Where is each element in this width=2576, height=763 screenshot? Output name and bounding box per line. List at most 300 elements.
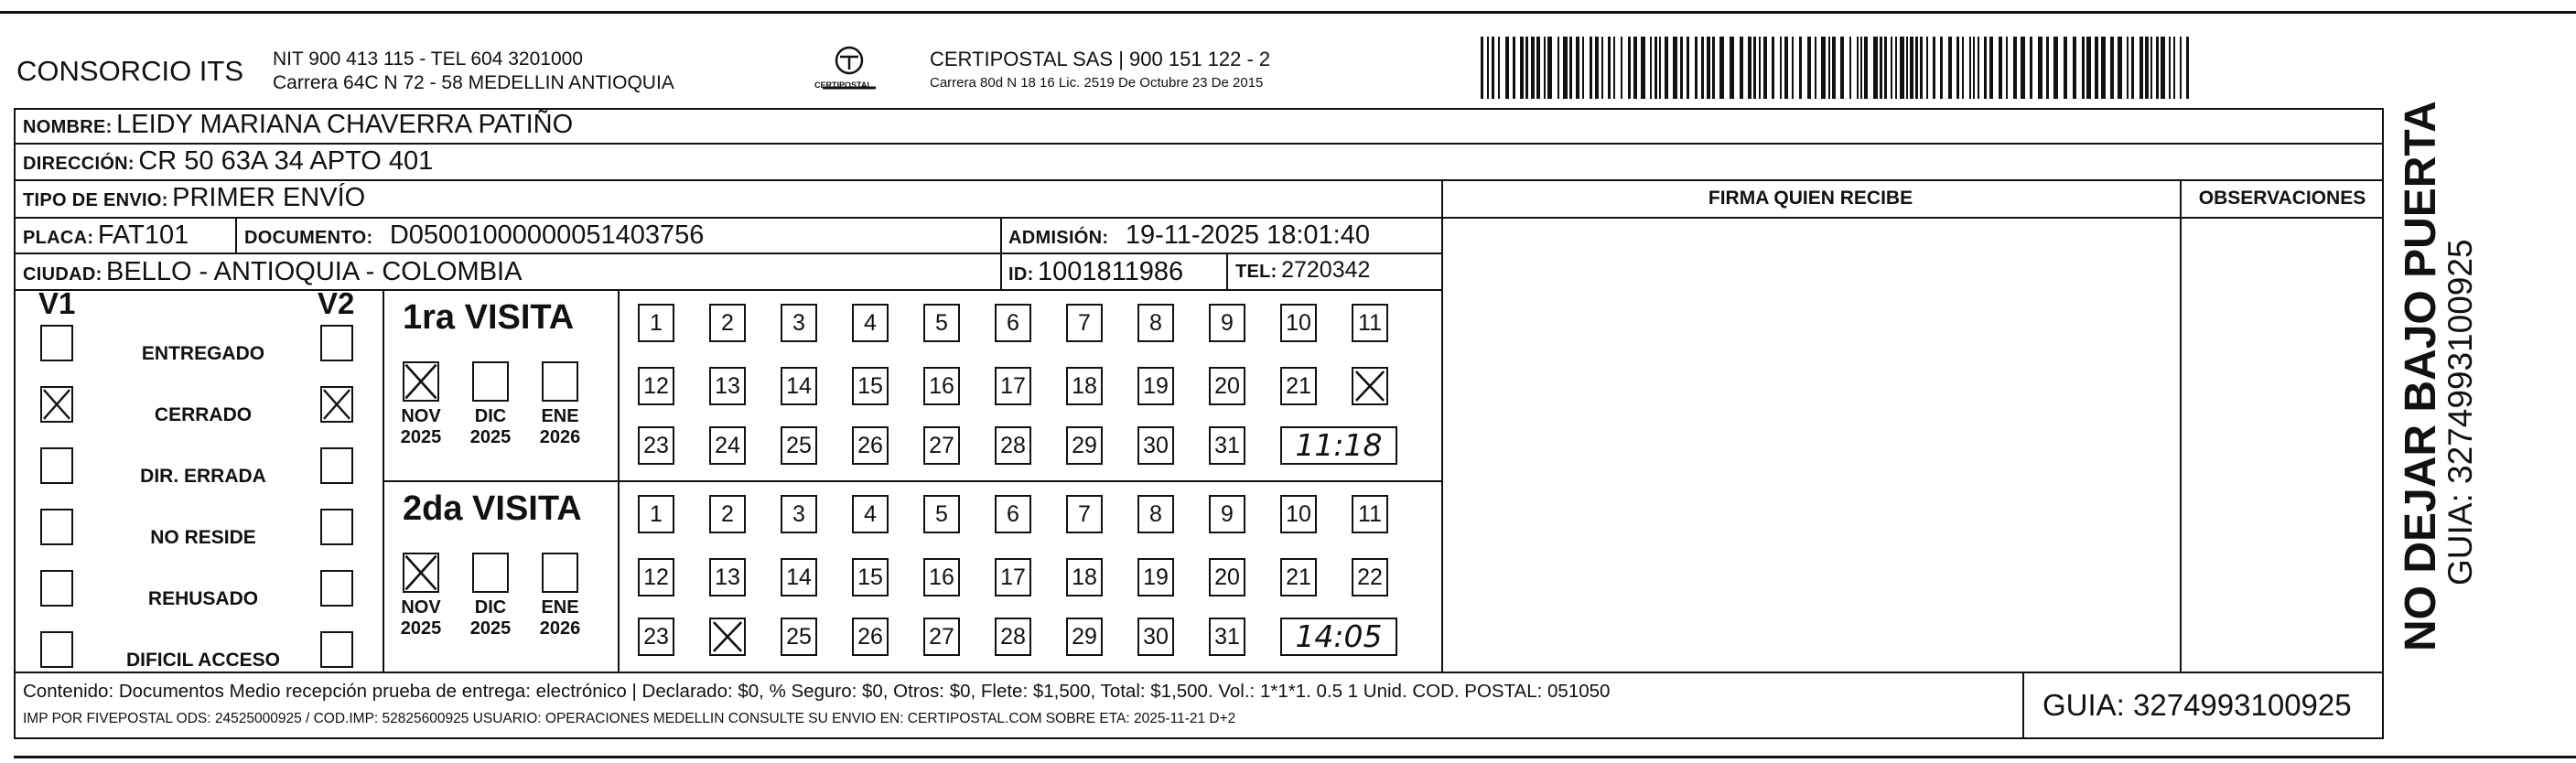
observaciones-header: OBSERVACIONES — [2198, 188, 2366, 209]
barcode-bar — [1613, 37, 1615, 99]
day-box[interactable] — [923, 618, 960, 656]
x-mark-icon — [404, 554, 437, 591]
day-number: 31 — [1214, 433, 1240, 458]
day-box[interactable] — [923, 558, 960, 596]
barcode-bar — [2150, 37, 2152, 99]
barcode-bar — [1513, 37, 1515, 99]
barcode-bar — [1525, 37, 1528, 99]
day-number: 15 — [857, 564, 883, 590]
admision-cell — [1008, 220, 1370, 251]
barcode-bar — [2110, 37, 2114, 99]
tipo-row — [23, 183, 365, 213]
col-line-obs — [2180, 179, 2182, 672]
visit-divider — [383, 480, 1441, 482]
day-box[interactable] — [781, 495, 817, 533]
barcode-bar — [2082, 37, 2085, 99]
day-number: 14 — [786, 564, 812, 590]
day-number: 27 — [929, 624, 954, 650]
day-box[interactable] — [995, 618, 1031, 656]
company-address: Carrera 64C N 72 - 58 MEDELLIN ANTIOQUIA — [273, 72, 674, 93]
month-checkbox[interactable] — [472, 361, 509, 402]
day-box[interactable] — [923, 426, 960, 465]
barcode-bar — [1505, 37, 1509, 99]
barcode-bar — [1687, 37, 1689, 99]
barcode-bar — [2038, 37, 2042, 99]
barcode-bar — [1821, 37, 1826, 99]
day-box[interactable] — [638, 367, 674, 405]
tel-value: 2720342 — [1281, 257, 1371, 283]
barcode-bar — [1962, 37, 1964, 99]
month-label: ENE — [541, 406, 579, 426]
documento-value: D05001000000051403756 — [389, 220, 705, 250]
barcode-bar — [1984, 37, 1987, 99]
day-box[interactable] — [995, 426, 1031, 465]
day-box[interactable] — [1066, 304, 1103, 342]
day-number: 29 — [1072, 624, 1097, 650]
row-line-1 — [14, 143, 2384, 145]
side-warning: NO DEJAR BAJO PUERTA — [2397, 101, 2445, 651]
day-number: 6 — [1007, 310, 1019, 336]
barcode-bar — [2095, 37, 2098, 99]
month-year: 2025 — [400, 427, 442, 447]
barcode-bar — [1956, 37, 1959, 99]
day-box[interactable] — [781, 426, 817, 465]
barcode-bar — [2145, 37, 2149, 99]
direccion-row — [23, 146, 433, 177]
barcode-bar — [1772, 37, 1774, 99]
day-number: 11 — [1358, 310, 1382, 336]
barcode-bar — [1730, 37, 1734, 99]
barcode-bar — [2101, 37, 2106, 99]
day-box[interactable] — [1066, 367, 1103, 405]
barcode-bar — [1547, 37, 1552, 99]
barcode-bar — [1536, 37, 1540, 99]
month-checkbox[interactable] — [403, 361, 439, 402]
day-box[interactable] — [709, 367, 746, 405]
nombre-label: NOMBRE: — [23, 117, 113, 137]
day-box[interactable] — [1280, 558, 1317, 596]
month-label: DIC — [474, 406, 507, 426]
barcode-bar — [1712, 37, 1715, 99]
month-year: 2026 — [539, 618, 581, 639]
documento-label: DOCUMENTO: — [244, 228, 373, 248]
col-line-placa — [235, 217, 237, 253]
barcode-bar — [2073, 37, 2076, 99]
day-box[interactable] — [709, 426, 746, 465]
day-number: 18 — [1072, 564, 1097, 590]
barcode-bar — [1832, 37, 1836, 99]
day-number: 8 — [1149, 310, 1162, 336]
day-number: 1 — [650, 501, 663, 527]
x-mark-icon — [404, 363, 437, 400]
day-box[interactable] — [1352, 367, 1388, 405]
v2-checkbox[interactable] — [320, 509, 353, 545]
day-number: 21 — [1286, 373, 1311, 399]
day-box[interactable] — [1137, 558, 1174, 596]
day-box[interactable] — [1066, 618, 1103, 656]
barcode-bar — [2053, 37, 2058, 99]
day-box[interactable] — [923, 367, 960, 405]
barcode-bar — [2118, 37, 2122, 99]
day-box[interactable] — [709, 495, 746, 533]
barcode-bar — [1784, 37, 1788, 99]
day-number: 20 — [1214, 564, 1240, 590]
barcode-bar — [1628, 37, 1631, 99]
day-number: 5 — [935, 310, 948, 336]
barcode-bar — [1880, 37, 1882, 99]
day-number: 30 — [1143, 624, 1169, 650]
visit-title: 2da VISITA — [403, 489, 582, 528]
day-box[interactable] — [1280, 304, 1317, 342]
barcode-bar — [1763, 37, 1767, 99]
day-number: 2 — [721, 501, 734, 527]
col-line-tel — [1226, 253, 1228, 289]
day-number: 20 — [1214, 373, 1240, 399]
month-label: NOV — [401, 597, 441, 618]
barcode-bar — [2021, 37, 2025, 99]
day-box[interactable] — [923, 495, 960, 533]
col-line-footer-guia — [2022, 672, 2024, 739]
barcode-bar — [1701, 37, 1704, 99]
barcode-bar — [1933, 37, 1935, 99]
barcode-bar — [1576, 37, 1579, 99]
day-box[interactable] — [1137, 304, 1174, 342]
imp-text: IMP POR FIVEPOSTAL ODS: 24525000925 / COD.IMP: 52825600925 USUARIO: OPERACIONES MEDELLIN CONSULTE SU ENVIO EN: CERTIPOSTAL.COM SOBRE ETA: 2025-11-21 D+2 — [23, 711, 1236, 726]
month-year: 2025 — [469, 618, 512, 639]
day-box[interactable] — [781, 558, 817, 596]
day-box[interactable] — [1280, 367, 1317, 405]
day-number: 1 — [650, 310, 663, 336]
day-box[interactable] — [1137, 367, 1174, 405]
day-box[interactable] — [852, 618, 889, 656]
day-box[interactable] — [1209, 558, 1245, 596]
barcode-bar — [2046, 37, 2049, 99]
nombre-value: LEIDY MARIANA CHAVERRA PATIÑO — [116, 110, 574, 139]
id-label: ID: — [1008, 264, 1034, 285]
admision-value: 19-11-2025 18:01:40 — [1125, 220, 1370, 250]
x-mark-icon — [1353, 369, 1386, 403]
carrier-name: CERTIPOSTAL SAS | 900 151 122 - 2 — [930, 48, 1271, 70]
day-box[interactable] — [995, 304, 1031, 342]
barcode-bar — [2086, 37, 2091, 99]
barcode-bar — [2180, 37, 2182, 99]
status-label: REHUSADO — [147, 588, 259, 609]
day-number: 3 — [792, 501, 805, 527]
day-box[interactable] — [1066, 426, 1103, 465]
day-number: 8 — [1149, 501, 1162, 527]
barcode-bar — [2139, 37, 2143, 99]
v1-checkbox[interactable] — [40, 570, 73, 607]
side-guia: GUIA: 3274993100925 — [2441, 239, 2479, 586]
month-year: 2025 — [400, 618, 442, 639]
col-line-firma — [1441, 179, 1443, 672]
documento-cell — [244, 220, 704, 251]
barcode-bar — [1601, 37, 1603, 99]
barcode-bar — [2186, 37, 2189, 99]
barcode-bar — [1695, 37, 1698, 99]
day-number: 14 — [786, 373, 812, 399]
barcode-bar — [1680, 37, 1683, 99]
day-number: 28 — [1000, 624, 1026, 650]
placa-row — [23, 220, 189, 251]
v2-checkbox[interactable] — [320, 325, 353, 361]
day-box[interactable] — [1066, 558, 1103, 596]
v2-checkbox[interactable] — [320, 386, 353, 423]
barcode-bar — [1792, 37, 1794, 99]
day-box[interactable] — [852, 495, 889, 533]
day-number: 12 — [643, 373, 669, 399]
day-number: 4 — [864, 501, 877, 527]
direccion-value: CR 50 63A 34 APTO 401 — [138, 146, 434, 176]
barcode-bar — [2013, 37, 2017, 99]
barcode-bar — [2064, 37, 2067, 99]
x-mark-icon — [322, 388, 351, 421]
placa-label: PLACA: — [23, 228, 94, 248]
day-number: 30 — [1143, 433, 1169, 458]
day-box[interactable] — [923, 304, 960, 342]
day-number: 21 — [1286, 564, 1311, 590]
id-cell — [1008, 257, 1183, 287]
direccion-label: DIRECCIÓN: — [23, 154, 135, 174]
barcode-bar — [2156, 37, 2159, 99]
barcode-bar — [1864, 37, 1868, 99]
barcode-bar — [2169, 37, 2171, 99]
day-box[interactable] — [638, 304, 674, 342]
day-box[interactable] — [638, 618, 674, 656]
tipo-value: PRIMER ENVÍO — [172, 183, 366, 212]
day-box[interactable] — [709, 618, 746, 656]
barcode-bar — [1753, 37, 1756, 99]
barcode-bar — [1910, 37, 1913, 99]
barcode-bar — [1969, 37, 1971, 99]
barcode-bar — [1608, 37, 1611, 99]
month-label: DIC — [474, 597, 507, 618]
day-number: 10 — [1286, 501, 1311, 527]
day-box[interactable] — [709, 304, 746, 342]
day-box[interactable] — [709, 558, 746, 596]
status-label: CERRADO — [154, 404, 253, 425]
barcode-bar — [1659, 37, 1661, 99]
v1-checkbox[interactable] — [40, 386, 73, 423]
day-box[interactable] — [1066, 495, 1103, 533]
barcode-bar — [1828, 37, 1830, 99]
admision-label: ADMISIÓN: — [1008, 228, 1109, 248]
barcode-bar — [1891, 37, 1892, 99]
barcode-bar — [1759, 37, 1761, 99]
day-number: 12 — [643, 564, 669, 590]
barcode — [1481, 37, 2204, 99]
day-box[interactable] — [995, 558, 1031, 596]
day-number: 5 — [935, 501, 948, 527]
barcode-bar — [1487, 37, 1489, 99]
placa-value: FAT101 — [97, 220, 189, 250]
barcode-bar — [1719, 37, 1724, 99]
barcode-bar — [1481, 37, 1483, 99]
v1-checkbox[interactable] — [40, 325, 73, 361]
barcode-bar — [2131, 37, 2134, 99]
visit-time: 11:18 — [1280, 426, 1397, 465]
barcode-bar — [2127, 37, 2129, 99]
day-number: 18 — [1072, 373, 1097, 399]
day-box[interactable] — [852, 304, 889, 342]
barcode-bar — [1857, 37, 1859, 99]
v1-header: V1 — [38, 286, 76, 320]
barcode-bar — [1641, 37, 1645, 99]
day-number: 11 — [1358, 501, 1382, 527]
day-number: 19 — [1143, 564, 1169, 590]
day-box[interactable] — [1209, 426, 1245, 465]
day-box[interactable] — [638, 495, 674, 533]
day-box[interactable] — [852, 426, 889, 465]
ciudad-row — [23, 257, 522, 287]
barcode-bar — [1520, 37, 1524, 99]
day-number: 10 — [1286, 310, 1311, 336]
barcode-bar — [2030, 37, 2032, 99]
day-box[interactable] — [995, 495, 1031, 533]
barcode-bar — [1582, 37, 1584, 99]
barcode-bar — [1557, 37, 1559, 99]
day-number: 9 — [1221, 310, 1234, 336]
barcode-bar — [1900, 37, 1904, 99]
day-box[interactable] — [1137, 426, 1174, 465]
v2-checkbox[interactable] — [320, 447, 353, 484]
day-box[interactable] — [1137, 495, 1174, 533]
day-number: 17 — [1000, 564, 1026, 590]
v1-checkbox[interactable] — [40, 631, 73, 668]
month-label: ENE — [541, 597, 579, 618]
month-checkbox[interactable] — [542, 361, 578, 402]
tel-label: TEL: — [1235, 262, 1277, 282]
day-number: 31 — [1214, 624, 1240, 650]
barcode-bar — [1915, 37, 1918, 99]
v2-checkbox[interactable] — [320, 570, 353, 607]
contenido-text: Contenido: Documentos Medio recepción prueba de entrega: electrónico | Declarado: $0, % Seguro: $0, Otros: $0, Flete: $1,500, Total: $1,500. Vol.: 1*1*1. 0.5 1 Unid. COD. POSTAL: 051050 — [23, 681, 1611, 702]
day-box[interactable] — [1137, 618, 1174, 656]
day-box[interactable] — [781, 367, 817, 405]
barcode-bar — [1840, 37, 1844, 99]
day-box[interactable] — [852, 558, 889, 596]
x-mark-icon — [711, 619, 744, 654]
barcode-bar — [1999, 37, 2002, 99]
bottom-rule — [14, 756, 2576, 758]
day-box[interactable] — [1352, 558, 1388, 596]
row-line-2 — [14, 179, 2384, 181]
day-number: 17 — [1000, 373, 1026, 399]
col-line-admision — [1000, 217, 1002, 289]
barcode-bar — [1948, 37, 1952, 99]
day-number: 25 — [786, 433, 812, 458]
visit-time: 14:05 — [1280, 618, 1397, 656]
barcode-bar — [1492, 37, 1494, 99]
day-number: 2 — [721, 310, 734, 336]
day-box[interactable] — [638, 426, 674, 465]
month-label: NOV — [401, 406, 441, 426]
month-checkbox[interactable] — [403, 553, 439, 593]
tipo-label: TIPO DE ENVIO: — [23, 190, 168, 210]
barcode-bar — [1860, 37, 1862, 99]
day-box[interactable] — [1280, 495, 1317, 533]
top-rule — [0, 11, 2576, 14]
day-number: 24 — [715, 433, 740, 458]
company-nit: NIT 900 413 115 - TEL 604 3201000 — [273, 48, 583, 70]
day-box[interactable] — [781, 304, 817, 342]
day-box[interactable] — [1352, 495, 1388, 533]
month-checkbox[interactable] — [472, 553, 509, 593]
barcode-bar — [1807, 37, 1811, 99]
barcode-bar — [1633, 37, 1637, 99]
month-checkbox[interactable] — [542, 553, 578, 593]
barcode-bar — [1673, 37, 1677, 99]
day-number: 19 — [1143, 373, 1169, 399]
v2-checkbox[interactable] — [320, 631, 353, 668]
barcode-bar — [2161, 37, 2165, 99]
v1-checkbox[interactable] — [40, 509, 73, 545]
barcode-bar — [1873, 37, 1878, 99]
ciudad-label: CIUDAD: — [23, 264, 102, 285]
day-number: 16 — [929, 373, 954, 399]
month-year: 2025 — [469, 427, 512, 447]
barcode-bar — [1650, 37, 1652, 99]
barcode-bar — [1973, 37, 1975, 99]
day-box[interactable] — [781, 618, 817, 656]
day-number: 26 — [857, 624, 883, 650]
day-number: 4 — [864, 310, 877, 336]
carrier-address: Carrera 80d N 18 16 Lic. 2519 De Octubre 23 De 2015 — [930, 75, 1264, 91]
barcode-bar — [1920, 37, 1923, 99]
barcode-bar — [2173, 37, 2175, 99]
barcode-bar — [1815, 37, 1816, 99]
visit-title: 1ra VISITA — [403, 298, 575, 337]
footer-guia: GUIA: 3274993100925 — [2042, 688, 2352, 722]
nombre-row — [23, 110, 573, 140]
day-box[interactable] — [1352, 304, 1388, 342]
day-box[interactable] — [1209, 304, 1245, 342]
barcode-bar — [1621, 37, 1622, 99]
barcode-bar — [1595, 37, 1599, 99]
barcode-bar — [1707, 37, 1710, 99]
barcode-bar — [1884, 37, 1887, 99]
barcode-bar — [1665, 37, 1668, 99]
ciudad-value: BELLO - ANTIOQUIA - COLOMBIA — [106, 257, 523, 286]
day-box[interactable] — [1209, 618, 1245, 656]
day-number: 6 — [1007, 501, 1019, 527]
barcode-bar — [1654, 37, 1657, 99]
day-number: 29 — [1072, 433, 1097, 458]
barcode-bar — [1544, 37, 1546, 99]
row-line-6 — [14, 672, 2384, 673]
day-box[interactable] — [1209, 495, 1245, 533]
barcode-bar — [1569, 37, 1572, 99]
id-value: 1001811986 — [1038, 257, 1184, 286]
barcode-bar — [1906, 37, 1908, 99]
barcode-bar — [1498, 37, 1500, 99]
day-box[interactable] — [995, 367, 1031, 405]
day-number: 15 — [857, 373, 883, 399]
barcode-bar — [1563, 37, 1568, 99]
status-label: DIFICIL ACCESO — [125, 650, 280, 671]
day-number: 13 — [715, 564, 740, 590]
day-box[interactable] — [1209, 367, 1245, 405]
day-number: 16 — [929, 564, 954, 590]
status-label: NO RESIDE — [150, 527, 256, 548]
day-box[interactable] — [638, 558, 674, 596]
barcode-bar — [1895, 37, 1897, 99]
day-box[interactable] — [852, 367, 889, 405]
v1-checkbox[interactable] — [40, 447, 73, 484]
barcode-bar — [1799, 37, 1802, 99]
day-number: 7 — [1078, 310, 1091, 336]
day-number: 13 — [715, 373, 740, 399]
